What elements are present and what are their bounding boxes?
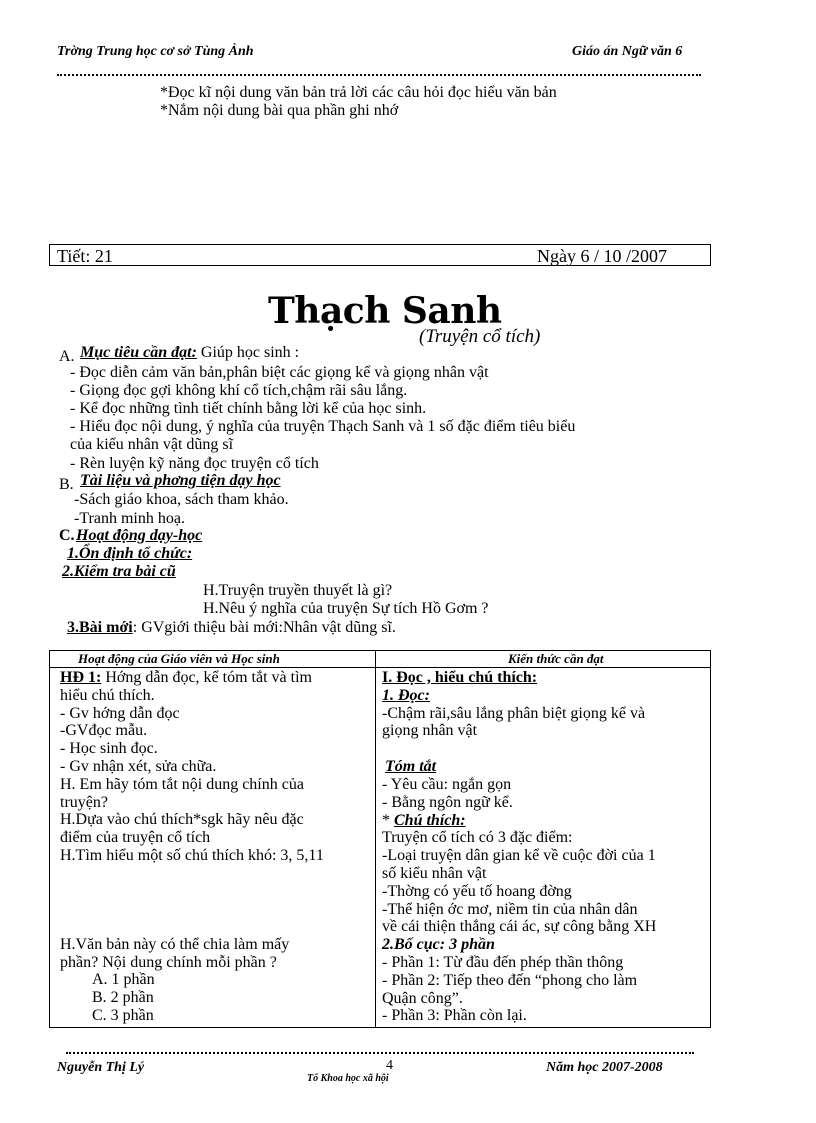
notes-line-1: Truyện cổ tích có 3 đặc điểm: <box>382 829 573 847</box>
review-question-1: H.Truyện truyền thuyết là gì? <box>203 582 393 599</box>
left-line-4: - Gv nhận xét, sửa chữa. <box>60 757 217 775</box>
subject-name: Giáo án Ngữ văn 6 <box>572 44 683 59</box>
section-a-letter: A. <box>59 348 75 365</box>
lesson-info-box <box>49 244 711 266</box>
section-a-intro: Giúp học sinh : <box>196 344 300 361</box>
section-c-heading: Hoạt động dạy-học <box>76 527 203 544</box>
activity-1-label: HĐ 1: <box>60 669 102 686</box>
section-a-item-6: - Rèn luyện kỹ năng đọc truyện cổ tích <box>70 455 319 472</box>
review-question-2: H.Nêu ý nghĩa của truyện Sự tích Hồ Gơm ? <box>203 600 489 617</box>
reading-heading: 1. Đọc: <box>382 686 430 704</box>
summary-heading: Tóm tắt <box>385 758 437 776</box>
step-2-heading: 2.Kiểm tra bài cũ <box>62 563 176 580</box>
footer-author: Nguyễn Thị Lý <box>57 1060 145 1075</box>
notes-line-3: số kiểu nhân vật <box>382 864 487 882</box>
activity-1-text-2: hiểu chú thích. <box>60 686 155 704</box>
step-1-heading: 1.Ổn định tổ chức: <box>67 545 193 562</box>
left-line-7: H.Dựa vào chú thích*sgk hãy nêu đặc <box>60 811 304 829</box>
footer-divider <box>66 1052 694 1054</box>
table-right-column <box>382 669 708 1025</box>
knowledge-heading: I. Đọc , hiểu chú thích: <box>382 669 538 686</box>
left-line-6: truyện? <box>60 793 108 811</box>
notes-prefix: * <box>382 811 394 829</box>
section-b-letter: B. <box>59 476 74 493</box>
notes-line-6: về cái thiện thắng cái ác, sự công bằng XH <box>382 918 657 936</box>
activity-1-line <box>60 669 372 687</box>
notes-line-2: -Loại truyện dân gian kể về cuộc đời của 1 <box>382 847 656 865</box>
summary-line-2: - Bằng ngôn ngữ kể. <box>382 793 513 811</box>
reading-line-1: -Chậm rãi,sâu lắng phân biệt giọng kể và <box>382 704 646 722</box>
step-3-line <box>67 619 396 637</box>
header-divider <box>57 74 701 76</box>
footer-group: Tổ Khoa học xã hội <box>307 1073 389 1084</box>
notes-heading-line <box>382 812 708 830</box>
page-number: 4 <box>386 1058 393 1073</box>
lesson-table <box>49 650 711 1028</box>
section-b-item-1: -Sách giáo khoa, sách tham khảo. <box>74 491 289 508</box>
step-3-text: : GVgiới thiệu bài mới:Nhân vật dũng sĩ. <box>132 619 396 636</box>
section-a-item-3: - Kể đọc những tình tiết chính bằng lời kể của học sinh. <box>70 400 427 417</box>
table-header-activities: Hoạt động của Giáo viên và Học sinh <box>78 651 280 666</box>
left-line-2: -GVđọc mẫu. <box>60 722 148 740</box>
notes-line-4: -Thờng có yếu tố hoang đờng <box>382 882 572 900</box>
layout-heading: 2.Bố cục: 3 phần <box>382 936 495 954</box>
left-question-2: phần? Nội dung chính mỗi phần ? <box>60 953 277 971</box>
page-title: Thạch Sanh <box>268 290 502 332</box>
option-a: A. 1 phần <box>92 971 155 989</box>
section-c-letter: C. <box>59 527 75 544</box>
intro-line-2: *Nắm nội dung bài qua phần ghi nhớ <box>160 102 399 119</box>
left-line-3: - Học sinh đọc. <box>60 740 158 758</box>
reading-line-2: giọng nhân vật <box>382 722 478 740</box>
left-line-9: H.Tìm hiểu một số chú thích khó: 3, 5,11 <box>60 846 324 864</box>
activity-1-text: Hớng dẫn đọc, kể tóm tắt và tìm <box>101 669 312 686</box>
option-b: B. 2 phần <box>92 989 154 1007</box>
layout-line-3: Quận công”. <box>382 989 463 1007</box>
section-a-item-1: - Đọc diễn cảm văn bản,phân biệt các giọng kể và giọng nhân vật <box>70 364 489 381</box>
left-spacer <box>60 865 372 936</box>
layout-line-2: - Phần 2: Tiếp theo đến “phong cho làm <box>382 971 638 989</box>
summary-line-1: - Yêu cầu: ngắn gọn <box>382 775 512 793</box>
step-3-heading: 3.Bài mới <box>67 619 133 636</box>
section-a-item-4: - Hiểu đọc nội dung, ý nghĩa của truyện Thạch Sanh và 1 số đặc điểm tiêu biểu <box>70 418 576 435</box>
section-a-heading-line <box>80 344 299 362</box>
left-line-5: H. Em hãy tóm tắt nội dung chính của <box>60 775 304 793</box>
notes-line-5: -Thể hiện ớc mơ, niềm tin của nhân dân <box>382 900 638 918</box>
table-left-column <box>60 669 372 1025</box>
page-subtitle: (Truyện cổ tích) <box>419 326 541 347</box>
section-a-item-2: - Giọng đọc gợi không khí cổ tích,chậm rãi sâu lắng. <box>70 382 408 399</box>
section-b-item-2: -Tranh minh hoạ. <box>74 510 185 527</box>
left-question-1: H.Văn bản này có thể chia làm mấy <box>60 935 290 953</box>
notes-heading: Chú thích: <box>394 811 466 829</box>
intro-line-1: *Đọc kĩ nội dung văn bản trả lời các câu hỏi đọc hiểu văn bản <box>160 84 557 101</box>
left-line-8: điểm của truyện cổ tích <box>60 829 211 847</box>
section-a-heading: Mục tiêu cần đạt: <box>80 344 197 361</box>
option-c: C. 3 phần <box>92 1006 154 1024</box>
lesson-period: Tiết: 21 <box>57 246 113 266</box>
school-name: Trờng Trung học cơ sở Tùng Ảnh <box>57 44 254 59</box>
left-line-1: - Gv hớng dẫn đọc <box>60 704 180 722</box>
footer-year: Năm học 2007-2008 <box>546 1060 663 1075</box>
layout-line-4: - Phần 3: Phần còn lại. <box>382 1007 527 1025</box>
table-header-knowledge: Kiến thức cần đạt <box>508 651 604 666</box>
section-a-item-5: của kiểu nhân vật dũng sĩ <box>70 436 234 453</box>
layout-line-1: - Phần 1: Từ đầu đến phép thần thông <box>382 953 624 971</box>
section-b-heading: Tài liệu và phơng tiện dạy học <box>80 472 281 489</box>
right-spacer <box>382 740 708 758</box>
table-column-divider <box>375 651 376 1027</box>
lesson-date: Ngày 6 / 10 /2007 <box>537 246 667 266</box>
